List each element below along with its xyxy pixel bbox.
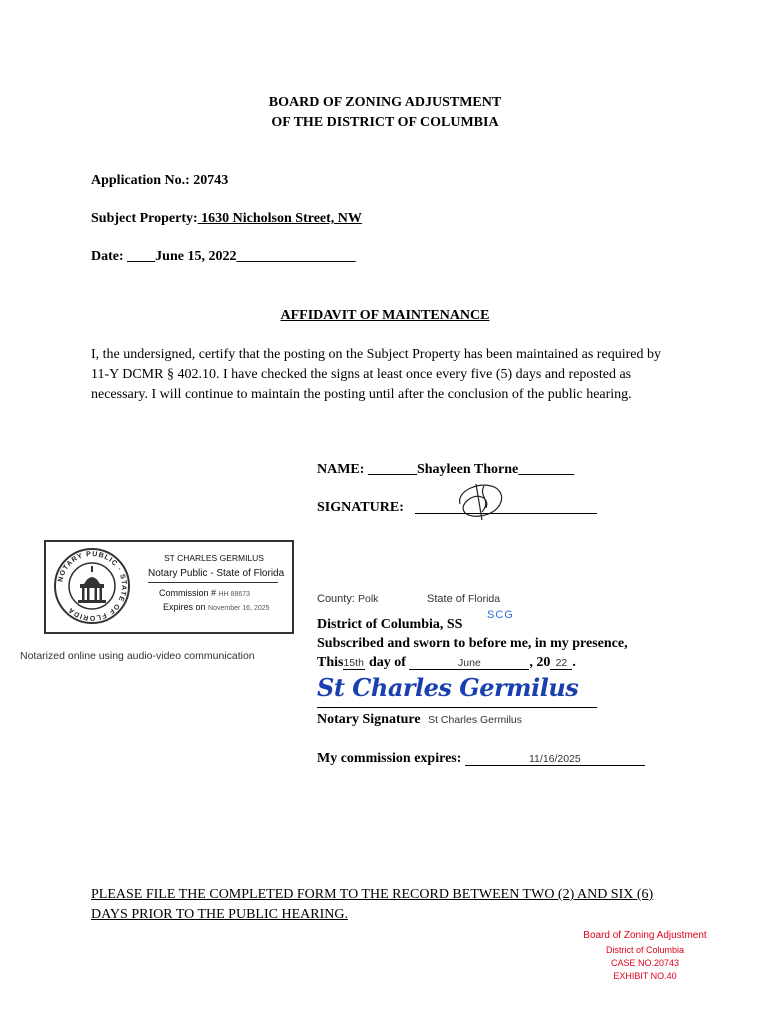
district-line: District of Columbia, SS — [317, 617, 463, 632]
name-field — [317, 462, 574, 478]
name-value: _______Shayleen Thorne________ — [367, 462, 575, 477]
notary-signature-line — [317, 707, 597, 708]
year-value: 22 — [550, 657, 572, 670]
notary-signature-field — [317, 712, 522, 728]
filing-instruction: PLEASE FILE THE COMPLETED FORM TO THE RECORD BETWEEN TWO (2) AND SIX (6) DAYS PRIOR TO THE PUBLIC HEARING. — [91, 887, 654, 922]
this-label: This — [317, 655, 344, 670]
seal-ring-text: NOTARY PUBLIC · STATE OF FLORIDA — [57, 550, 128, 622]
seal-expires-date: November 16, 2025 — [208, 605, 270, 612]
county-label: County: — [317, 593, 355, 605]
application-label: Application No.: — [91, 173, 190, 188]
exhibit-stamp-number: EXHIBIT NO.40 — [613, 971, 677, 981]
notary-seal-box — [44, 540, 294, 634]
signer-signature-icon — [452, 478, 512, 522]
exhibit-stamp-line1: Board of Zoning Adjustment — [583, 930, 707, 941]
year-prefix: 20 — [536, 655, 551, 670]
day-line: This15th day of June , 20 22 . — [317, 655, 576, 670]
seal-notary-title: Notary Public - State of Florida — [148, 568, 285, 579]
subject-property — [91, 211, 362, 227]
date-value: ____June 15, 2022_________________ — [123, 249, 356, 264]
exhibit-stamp-case: CASE NO.20743 — [610, 958, 680, 968]
notary-printed-name: St Charles Germilus — [428, 714, 523, 726]
subject-property-label: Subject Property: — [91, 211, 198, 226]
seal-divider — [148, 582, 278, 583]
county-value: Polk — [357, 593, 379, 605]
subject-property-value: 1630 Nicholson Street, NW — [197, 211, 362, 226]
florida-seal-icon — [52, 546, 132, 626]
commission-expires-label: My commission expires: — [317, 751, 462, 766]
state-label: State of — [427, 593, 465, 605]
name-label: NAME: — [317, 462, 365, 477]
state-line — [427, 593, 500, 605]
seal-notary-name: ST CHARLES GERMILUS — [164, 553, 264, 563]
day-of-label: day of — [368, 655, 406, 670]
month-value: June — [409, 657, 529, 670]
seal-commission — [159, 588, 250, 598]
board-title: BOARD OF ZONING ADJUSTMENT — [268, 95, 502, 110]
commission-expires-field — [317, 751, 645, 767]
signature-label: SIGNATURE: — [317, 500, 404, 515]
date-field — [91, 249, 355, 265]
application-value: 20743 — [193, 173, 229, 188]
affidavit-heading: AFFIDAVIT OF MAINTENANCE — [280, 308, 490, 323]
affidavit-body: I, the undersigned, certify that the posting on the Subject Property has been maintained as required by 11-Y DCMR § 402.10. I have checked the signs at least once every five (5) days and reposted as necessary. I will continue to maintain the posting until after the conclusion of the public hearing. — [91, 347, 661, 402]
application-number — [91, 173, 228, 189]
notary-signature-label: Notary Signature — [317, 712, 421, 727]
county-line — [317, 593, 378, 605]
commission-expires-value: 11/16/2025 — [465, 753, 645, 766]
date-label: Date: — [91, 249, 124, 264]
district-title: OF THE DISTRICT OF COLUMBIA — [271, 115, 499, 130]
state-value: Florida — [467, 593, 501, 605]
seal-expires — [163, 602, 270, 612]
seal-commission-label: Commission # — [159, 588, 217, 598]
notary-initials: SCG — [487, 609, 514, 621]
exhibit-stamp-line2: District of Columbia — [605, 945, 685, 955]
notary-signature-script: St Charles Germilus — [317, 673, 579, 702]
sworn-line: Subscribed and sworn to before me, in my presence, — [317, 636, 628, 651]
seal-commission-number: HH 88673 — [218, 591, 251, 598]
online-notarization-note: Notarized online using audio-video communication — [20, 650, 255, 662]
seal-expires-label: Expires on — [163, 602, 206, 612]
signature-field — [317, 500, 404, 516]
day-value: 15th — [343, 657, 364, 669]
